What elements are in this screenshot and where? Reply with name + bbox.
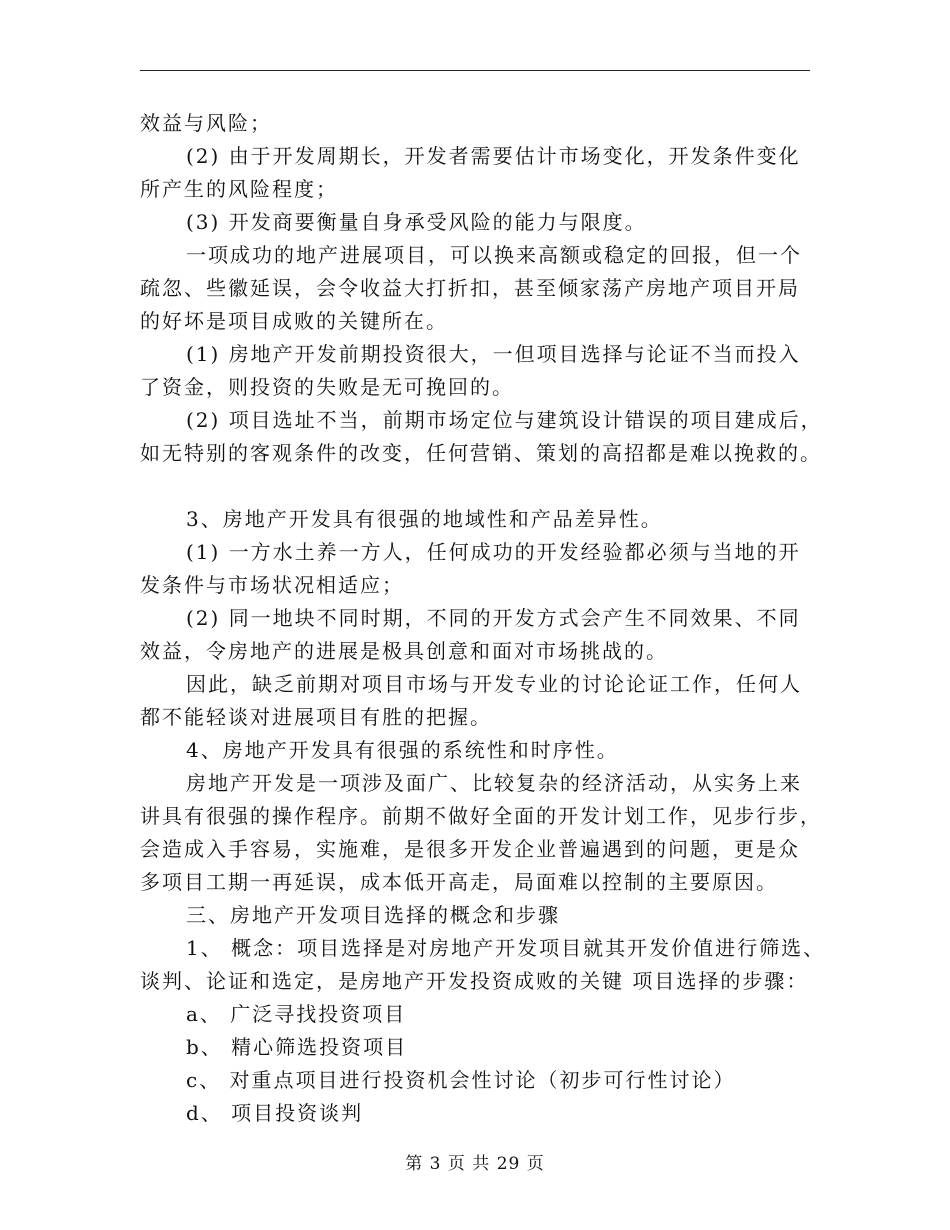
paragraph-line: 发条件与市场状况相适应； — [140, 573, 404, 597]
header-rule — [140, 70, 810, 71]
paragraph-line: 效益与风险； — [140, 111, 272, 135]
paragraph-line: 如无特别的客观条件的改变，任何营销、策划的高招都是难以挽救的。 — [140, 441, 822, 465]
paragraph-line: (1) 一方水土养一方人，任何成功的开发经验都必须与当地的开 — [186, 540, 801, 564]
paragraph-line: (2) 项目选址不当，前期市场定位与建筑设计错误的项目建成后， — [186, 408, 823, 432]
paragraph-line: 因此，缺乏前期对项目市场与开发专业的讨论论证工作，任何人 — [186, 672, 802, 696]
section-heading: 3、房地产开发具有很强的地域性和产品差异性。 — [186, 507, 663, 531]
list-item: a、 广泛寻找投资项目 — [186, 1002, 407, 1026]
list-item: c、 对重点项目进行投资机会性讨论（初步可行性讨论） — [186, 1068, 736, 1092]
blank-line — [140, 470, 815, 503]
body-text — [140, 107, 826, 1130]
paragraph-line: 房地产开发是一项涉及面广、比较复杂的经济活动，从实务上来 — [186, 771, 802, 795]
paragraph-line: (3) 开发商要衡量自身承受风险的能力与限度。 — [186, 210, 647, 234]
paragraph-line: (2) 由于开发周期长，开发者需要估计市场变化，开发条件变化 — [186, 144, 801, 168]
paragraph-line: 了资金，则投资的失败是无可挽回的。 — [140, 375, 514, 399]
paragraph-line: (1) 房地产开发前期投资很大，一但项目选择与论证不当而投入 — [186, 342, 801, 366]
paragraph-line: (2) 同一地块不同时期，不同的开发方式会产生不同效果、不同 — [186, 606, 801, 630]
section-heading: 三、房地产开发项目选择的概念和步骤 — [186, 903, 560, 927]
paragraph-line: 一项成功的地产进展项目，可以换来高额或稳定的回报，但一个 — [186, 243, 802, 267]
paragraph-line: 所产生的风险程度； — [140, 177, 338, 201]
list-item: d、 项目投资谈判 — [186, 1101, 364, 1125]
paragraph-line: 的好坏是项目成败的关键所在。 — [140, 309, 448, 333]
section-heading: 4、房地产开发具有很强的系统性和时序性。 — [186, 738, 619, 762]
paragraph-line: 都不能轻谈对进展项目有胜的把握。 — [140, 705, 492, 729]
paragraph-line: 多项目工期一再延误，成本低开高走，局面难以控制的主要原因。 — [140, 870, 778, 894]
list-item: b、 精心筛选投资项目 — [186, 1035, 408, 1059]
paragraph-line: 效益，令房地产的进展是极具创意和面对市场挑战的。 — [140, 639, 668, 663]
paragraph-line: 讲具有很强的操作程序。前期不做好全面的开发计划工作，见步行步， — [140, 804, 822, 828]
paragraph-line: 疏忽、些徽延误，会令收益大打折扣，甚至倾家荡产房地产项目开局 — [140, 276, 800, 300]
paragraph-line: 谈判、论证和选定，是房地产开发投资成败的关键 项目选择的步骤： — [140, 969, 809, 993]
paragraph-line: 1、 概念：项目选择是对房地产开发项目就其开发价值进行筛选、 — [186, 936, 826, 960]
paragraph-line: 会造成入手容易，实施难，是很多开发企业普遍遇到的问题，更是众 — [140, 837, 800, 861]
page-footer: 第 3 页 共 29 页 — [405, 1154, 545, 1174]
